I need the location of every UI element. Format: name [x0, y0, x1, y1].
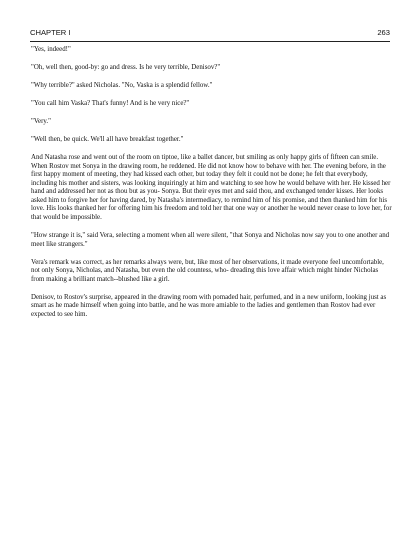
paragraph: "You call him Vaska? That's funny! And is he very nice?"	[31, 99, 190, 107]
paragraph: "Oh, well then, good-by: go and dress. Is he very terrible, Denisov?"	[31, 63, 221, 71]
page-header	[30, 27, 390, 42]
paragraph: "Yes, indeed!"	[31, 46, 71, 53]
paragraph: Vera's remark was correct, as her remarks always were, but, like most of her observations, it made everyone feel uncomfortable, not only Sonya, Nicholas, and Natasha, but even the old countess, who- dreading this love affair which might hinder Nicholas from making a brilliant match--blushed like a girl.	[31, 258, 384, 283]
paragraph: "Well then, be quick. We'll all have breakfast together."	[31, 135, 184, 143]
chapter-title: CHAPTER I	[30, 28, 71, 37]
page-body	[31, 46, 393, 329]
paragraph: "How strange it is," said Vera, selecting a moment when all were silent, "that Sonya and Nicholas now say you to one another and meet like strangers."	[31, 232, 390, 248]
paragraph: And Natasha rose and went out of the room on tiptoe, like a ballet dancer, but smiling as only happy girls of fifteen can smile. When Rostov met Sonya in the drawing room, he reddened. He did not know how to behave with her. The evening before, in the first happy moment of meeting, they had kissed each other, but today they felt it could not be done; he felt that everybody, including his mother and sisters, was looking inquiringly at him and watching to see how he would behave with her. He kissed her hand and addressed her not as thou but as you- Sonya. But their eyes met and said thou, and exchanged tender kisses. Her looks asked him to forgive her for having dared, by Natasha's intermediacy, to remind him of his promise, and then thanked him for his love. His looks thanked her for offering him his freedom and told her that one way or another he would never cease to love her, for that would be impossible.	[31, 153, 392, 222]
paragraph: Denisov, to Rostov's surprise, appeared in the drawing room with pomaded hair, perfumed, and in a new uniform, looking just as smart as he made himself when going into battle, and he was more amiable to the ladies and gentlemen than Rostov had ever expected to see him.	[31, 293, 387, 318]
paragraph: "Why terrible?" asked Nicholas. "No, Vaska is a splendid fellow."	[31, 81, 213, 89]
paragraph: "Very."	[31, 117, 51, 125]
page-number: 263	[377, 28, 390, 37]
